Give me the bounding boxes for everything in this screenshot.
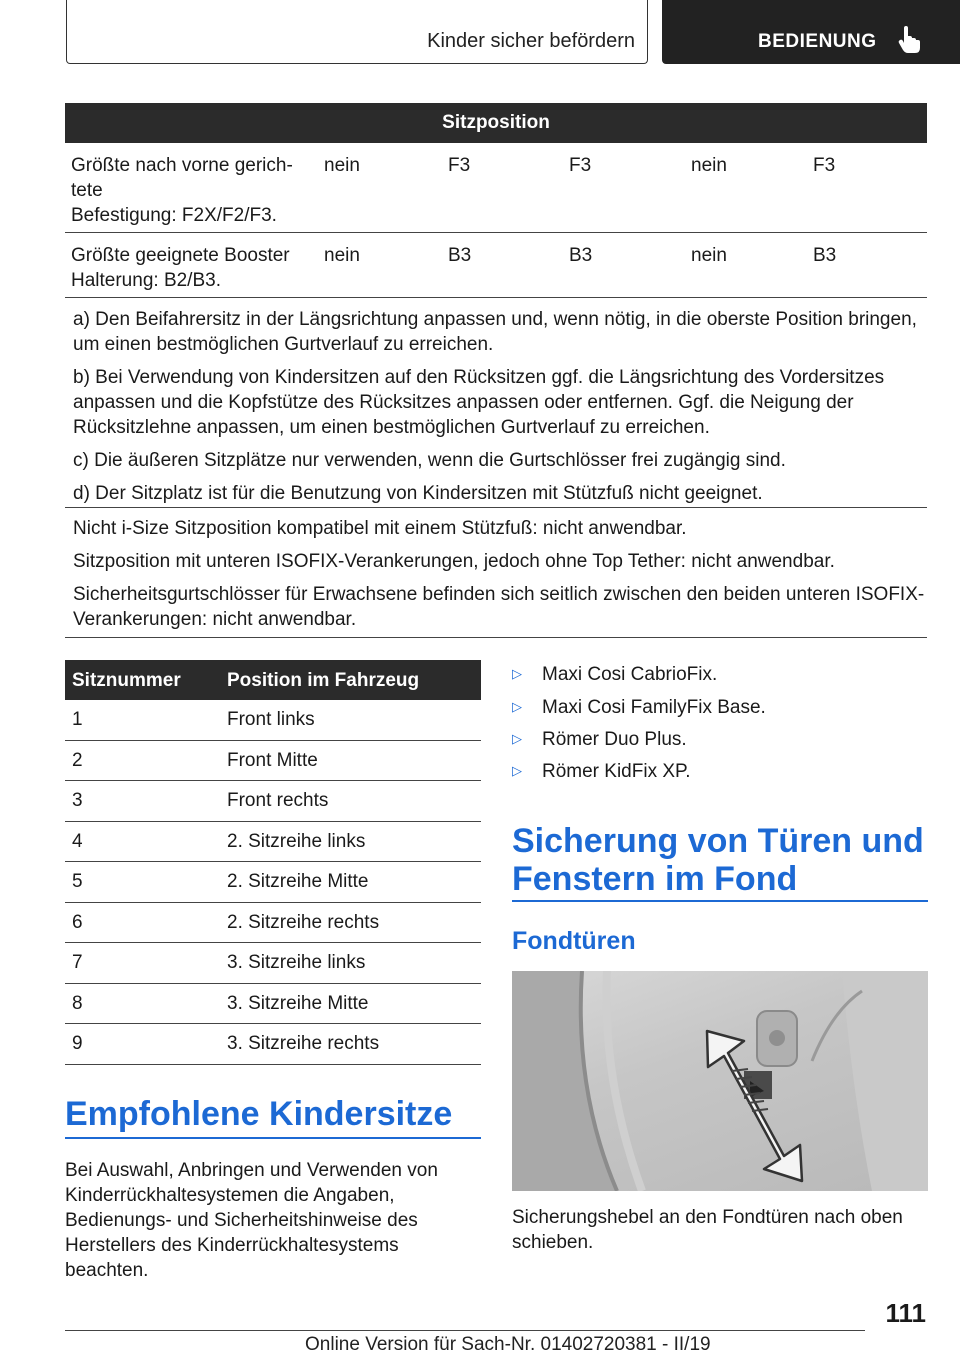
heading-line: Fenstern im Fond xyxy=(512,860,798,898)
table-row xyxy=(65,862,481,903)
remark: Nicht i-Size Sitzposition kompatibel mit einem Stützfuß: nicht anwendbar. xyxy=(73,518,687,539)
seat-position: 3. Sitzreihe links xyxy=(227,952,366,973)
triangle-bullet-icon: ▷ xyxy=(512,731,522,746)
seat-value: B3 xyxy=(448,245,472,266)
seat-number: 2 xyxy=(72,749,83,771)
rear-door-lock-photo xyxy=(512,971,928,1191)
seat-position: 3. Sitzreihe Mitte xyxy=(227,992,369,1014)
table-row xyxy=(65,943,481,984)
seat-number-table-header xyxy=(65,660,481,700)
seat-number: 7 xyxy=(72,952,83,973)
seat-position: 2. Sitzreihe Mitte xyxy=(227,871,369,892)
heading-rule xyxy=(65,1137,481,1139)
header-chapter-tab xyxy=(662,0,960,64)
seat-position: Front rechts xyxy=(227,790,329,811)
list-item-text: Römer KidFix XP. xyxy=(542,761,691,782)
table-row xyxy=(65,822,481,863)
seat-value: nein xyxy=(324,155,360,176)
seat-number: 8 xyxy=(72,992,83,1014)
table-row xyxy=(65,903,481,944)
seat-position: Front Mitte xyxy=(227,749,318,771)
seat-position: 2. Sitzreihe links xyxy=(227,830,366,852)
footer-rule xyxy=(65,1330,865,1331)
seat-value: F3 xyxy=(569,155,592,176)
seat-position: Front links xyxy=(227,709,315,730)
seat-number: 9 xyxy=(72,1033,83,1054)
seat-table-footnotes xyxy=(65,307,927,508)
triangle-bullet-icon: ▷ xyxy=(512,699,522,714)
child-lock-illustration xyxy=(512,971,928,1191)
page-number: 111 xyxy=(885,1298,926,1328)
list-item-text: Maxi Cosi CabrioFix. xyxy=(542,664,718,685)
section-heading-recommended: Empfohlene Kindersitze xyxy=(65,1095,453,1133)
recommended-text: Bei Auswahl, Anbringen und Verwenden von Kinderrückhaltesystemen die Angaben, Bedienungs- und Sicherheitshinweise des Herstellers des Kinderrückhaltesystems beachten. xyxy=(65,1160,438,1281)
triangle-bullet-icon: ▷ xyxy=(512,763,522,778)
label-line: Größte nach vorne gerich- xyxy=(71,155,293,176)
footnote: a) Den Beifahrersitz in der Längsrichtung anpassen und, wenn nötig, in die oberste Position bringen, um einen bestmöglichen Gurtverlauf zu erreichen. xyxy=(73,309,917,355)
table-row xyxy=(65,700,481,741)
footer-online-version: Online Version für Sach-Nr. 01402720381 - II/19 xyxy=(305,1334,711,1355)
seat-value: F3 xyxy=(813,155,836,176)
seat-number: 5 xyxy=(72,871,83,892)
seat-table-row xyxy=(65,143,927,233)
seat-value: F3 xyxy=(448,155,471,176)
pointing-hand-icon xyxy=(898,26,924,54)
seat-position: 2. Sitzreihe rechts xyxy=(227,911,380,933)
column-header: Position im Fahrzeug xyxy=(227,670,420,691)
photo-caption: Sicherungshebel an den Fondtüren nach oben schieben. xyxy=(512,1207,903,1253)
list-item-text: Maxi Cosi FamilyFix Base. xyxy=(542,697,766,718)
seat-number: 6 xyxy=(72,911,83,933)
label-line: Halterung: B2/B3. xyxy=(71,270,221,291)
seat-number: 3 xyxy=(72,790,83,811)
table-row xyxy=(65,1024,481,1065)
heading-line: Sicherung von Türen und xyxy=(512,822,924,860)
column-header: Sitznummer xyxy=(72,670,181,691)
seat-table-remarks xyxy=(65,516,927,638)
seat-position: 3. Sitzreihe rechts xyxy=(227,1033,380,1054)
seat-table-row xyxy=(65,233,927,298)
seat-number: 1 xyxy=(72,709,83,730)
label-line: tete xyxy=(71,180,103,201)
triangle-bullet-icon: ▷ xyxy=(512,666,522,681)
subheading-rear-doors: Fondtüren xyxy=(512,927,636,955)
header-section-title: Kinder sicher befördern xyxy=(427,30,635,52)
seat-table-header xyxy=(65,103,927,143)
seat-value: nein xyxy=(691,245,727,266)
seat-table-title: Sitzposition xyxy=(442,112,550,133)
seat-row-label xyxy=(71,243,290,293)
footnote: c) Die äußeren Sitzplätze nur verwenden, wenn die Gurtschlösser frei zugängig sind. xyxy=(73,450,786,471)
seat-number: 4 xyxy=(72,830,83,852)
seat-value: B3 xyxy=(569,245,593,266)
label-line: Größte geeignete Booster xyxy=(71,245,290,266)
table-row xyxy=(65,781,481,822)
seat-value: nein xyxy=(691,155,727,176)
heading-rule xyxy=(512,900,928,902)
label-line: Befestigung: F2X/F2/F3. xyxy=(71,205,277,226)
list-item-text: Römer Duo Plus. xyxy=(542,729,687,750)
header-section-tab xyxy=(66,0,648,64)
section-heading-doors xyxy=(512,822,924,898)
seat-row-label xyxy=(71,153,293,228)
seat-value: nein xyxy=(324,245,360,266)
table-row xyxy=(65,984,481,1025)
seat-number-table xyxy=(65,660,481,1065)
table-row xyxy=(65,741,481,782)
header-chapter-title: BEDIENUNG xyxy=(758,31,877,52)
remark: Sitzposition mit unteren ISOFIX-Verankerungen, jedoch ohne Top Tether: nicht anwendbar. xyxy=(73,551,835,572)
footnote: d) Der Sitzplatz ist für die Benutzung von Kindersitzen mit Stützfuß nicht geeignet. xyxy=(73,483,763,504)
seat-value: B3 xyxy=(813,245,837,266)
remark: Sicherheitsgurtschlösser für Erwachsene befinden sich seitlich zwischen den beiden unteren ISOFIX-Verankerungen: nicht anwendbar. xyxy=(73,584,925,630)
footnote: b) Bei Verwendung von Kindersitzen auf den Rücksitzen ggf. die Längsrichtung des Vordersitzes anpassen und die Kopfstütze des Rücksitzes anpassen oder entfernen. Ggf. die Neigung der Rücksitzlehne anpassen, um einen bestmöglichen Gurtverlauf zu erreichen. xyxy=(73,367,885,438)
